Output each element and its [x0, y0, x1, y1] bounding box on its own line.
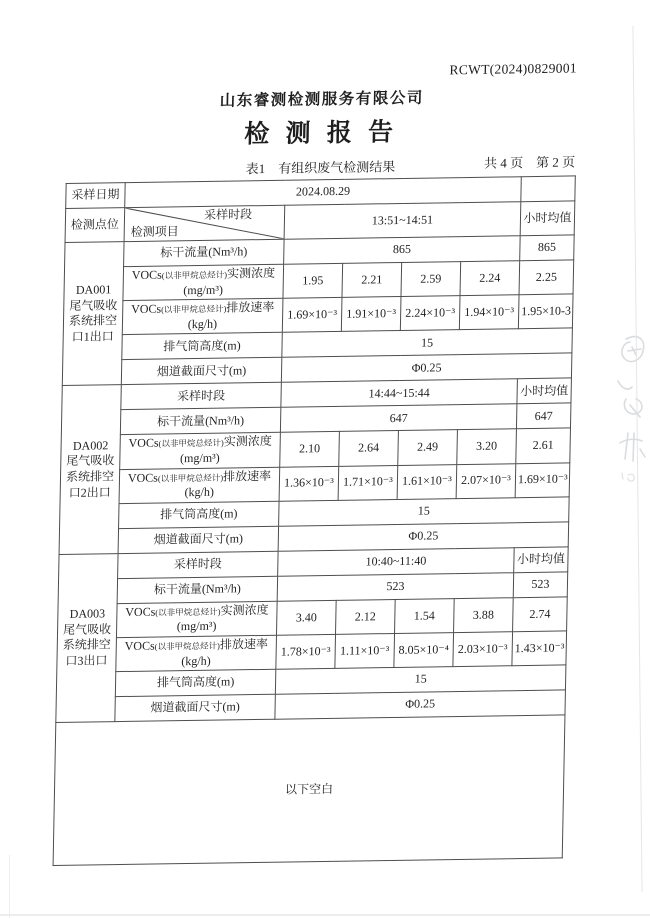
average-cell: 2.74: [513, 597, 568, 632]
sampling-date-value-cell: 2024.08.29: [125, 177, 522, 208]
flow-value-cell: 647: [280, 404, 517, 433]
value-cell: 1.71×10⁻³: [338, 465, 398, 500]
vocs-text: VOCs: [128, 435, 159, 451]
results-table: [53, 175, 576, 866]
stack-height-label-cell: 排气筒高度(m): [119, 501, 280, 528]
flow-label-cell: 标干流量(Nm³/h): [117, 576, 278, 603]
duct-size-value-cell: Φ0.25: [281, 353, 572, 382]
flow-average-cell: 865: [520, 235, 574, 261]
value-cell: 3.20: [457, 429, 517, 464]
concentration-unit: (mg/m³): [179, 450, 220, 466]
vocs-text: VOCs: [125, 604, 156, 619]
hourly-average-header-cell: 小时均值: [520, 201, 575, 236]
value-cell: 1.95: [283, 263, 343, 298]
duct-size-value-cell: Φ0.25: [278, 522, 569, 551]
duct-size-label-cell: 烟道截面尺寸(m): [118, 526, 279, 553]
concentration-text: 实测浓度: [223, 434, 272, 449]
concentration-unit: (mg/m³): [176, 618, 217, 634]
value-cell: 1.54: [395, 598, 455, 633]
point-id: DA002: [72, 438, 109, 453]
value-cell: 2.03×10⁻³: [453, 632, 513, 667]
sampling-period-label-cell: 采样时段: [118, 551, 279, 578]
vocs-text: VOCs: [131, 301, 162, 317]
stack-height-label-cell: 排气筒高度(m): [115, 669, 276, 696]
rate-label-cell: [122, 298, 283, 335]
table-row: [53, 715, 565, 866]
value-cell: 2.24: [460, 261, 520, 296]
vocs-note: (以非甲烷总烃计): [161, 269, 228, 281]
concentration-text: 实测浓度: [226, 265, 276, 281]
duct-size-label-cell: 烟道截面尺寸(m): [115, 694, 276, 721]
point-cell: [62, 242, 124, 386]
company-name: 山东睿测检测服务有限公司: [219, 89, 424, 110]
concentration-label-cell: [123, 264, 284, 301]
flow-label-cell: 标干流量(Nm³/h): [124, 239, 285, 266]
rate-unit: (kg/h): [181, 653, 211, 668]
monitoring-item-header: 检测项目: [130, 224, 179, 240]
diagonal-header-cell: [124, 205, 285, 241]
flow-label-cell: 标干流量(Nm³/h): [120, 408, 281, 435]
value-cell: 2.24×10⁻³: [400, 296, 460, 331]
page-bottom-shadow: [0, 914, 650, 916]
point-name: 尾气吸收系统排空口1出口: [68, 297, 118, 344]
duct-size-label-cell: 烟道截面尺寸(m): [121, 358, 282, 385]
average-cell: 2.25: [519, 260, 574, 295]
value-cell: 1.61×10⁻³: [397, 464, 457, 499]
period-value-cell: 10:40~11:40: [278, 547, 515, 576]
flow-average-cell: 647: [516, 403, 570, 429]
vocs-text: VOCs: [131, 267, 162, 282]
rate-text: 排放速率: [222, 468, 272, 484]
average-cell: 1.69×10⁻³: [515, 463, 570, 498]
blank-below-text: 以下空白: [284, 782, 334, 797]
point-id: DA003: [69, 606, 106, 622]
empty-cell: [521, 176, 575, 202]
page-left-shadow: [9, 855, 10, 918]
sampling-period-label-cell: 采样时段: [121, 383, 282, 410]
value-cell: 2.64: [339, 431, 399, 466]
vocs-note: (以非甲烷总烃计): [158, 437, 224, 449]
average-cell: 2.61: [516, 428, 571, 463]
blank-remainder-cell: [53, 715, 565, 866]
stack-height-value-cell: 15: [279, 497, 570, 526]
monitoring-point-label-cell: 检测点位: [65, 208, 125, 243]
point-cell: [59, 385, 121, 554]
point-id: DA001: [75, 282, 112, 297]
vocs-note: (以非甲烷总烃计): [154, 640, 220, 652]
value-cell: 1.91×10⁻³: [341, 297, 401, 332]
vocs-text: VOCs: [124, 638, 155, 653]
vocs-note: (以非甲烷总烃计): [157, 472, 224, 484]
period-value-cell: 14:44~15:44: [281, 379, 518, 408]
value-cell: 2.59: [401, 262, 461, 297]
value-cell: 1.69×10⁻³: [282, 298, 342, 333]
stack-height-value-cell: 15: [275, 665, 566, 694]
value-cell: 1.78×10⁻³: [276, 634, 336, 669]
vocs-note: (以非甲烷总烃计): [161, 303, 227, 315]
value-cell: 2.49: [398, 430, 458, 465]
sampling-period-header: 采样时段: [203, 207, 253, 222]
rate-text: 排放速率: [226, 300, 275, 315]
vocs-text: VOCs: [127, 470, 159, 485]
value-cell: 2.21: [342, 262, 402, 297]
value-cell: 2.12: [336, 599, 396, 634]
rate-text: 排放速率: [219, 636, 269, 652]
concentration-text: 实测浓度: [220, 602, 269, 618]
value-cell: 1.36×10⁻³: [279, 466, 339, 501]
stack-height-label-cell: 排气筒高度(m): [122, 333, 283, 360]
rate-label-cell: [119, 467, 280, 504]
concentration-unit: (mg/m³): [183, 282, 224, 297]
flow-average-cell: 523: [513, 572, 567, 598]
report-sheet: [53, 54, 578, 866]
value-cell: 1.11×10⁻³: [335, 633, 395, 668]
table-caption: 表1 有组织废气检测结果: [245, 159, 396, 177]
rate-unit: (kg/h): [184, 484, 215, 500]
stamp-bleedthrough: [588, 325, 650, 485]
duct-size-value-cell: Φ0.25: [275, 690, 566, 719]
value-cell: 2.07×10⁻³: [456, 463, 516, 498]
report-number: RCWT(2024)0829001: [449, 60, 578, 78]
flow-value-cell: 865: [284, 236, 521, 265]
rate-unit: (kg/h): [187, 316, 218, 331]
value-cell: 3.88: [454, 597, 514, 632]
point-name: 尾气吸收系统排空口2出口: [65, 453, 115, 500]
concentration-label-cell: [116, 601, 277, 638]
rate-label-cell: [116, 635, 277, 672]
value-cell: 8.05×10⁻⁴: [394, 633, 454, 668]
page-number: 共 4 页 第 2 页: [483, 154, 576, 171]
report-title: 检 测 报 告: [243, 119, 399, 149]
value-cell: 2.10: [280, 432, 340, 467]
value-cell: 3.40: [276, 600, 336, 635]
hourly-average-header-cell: 小时均值: [514, 547, 568, 573]
average-cell: 1.95×10-3: [518, 294, 573, 329]
average-cell: 1.43×10⁻³: [512, 631, 567, 666]
point-name: 尾气吸收系统排空口3出口: [62, 622, 112, 668]
period-value-cell: 13:51~14:51: [284, 202, 521, 240]
concentration-label-cell: [120, 433, 281, 470]
sampling-date-label-cell: 采样日期: [66, 183, 125, 209]
value-cell: 1.94×10⁻³: [459, 295, 519, 330]
flow-value-cell: 523: [277, 572, 514, 601]
point-cell: [56, 553, 118, 722]
hourly-average-header-cell: 小时均值: [517, 378, 571, 404]
vocs-note: (以非甲烷总烃计): [155, 606, 221, 618]
stack-height-value-cell: 15: [282, 328, 573, 357]
